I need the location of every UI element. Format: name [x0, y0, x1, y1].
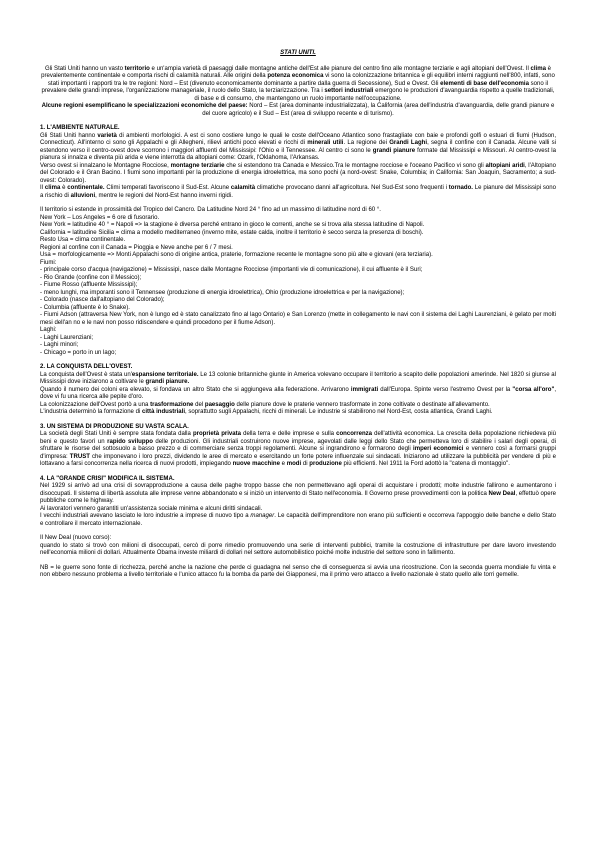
paragraph [40, 483, 556, 506]
paragraph [40, 245, 556, 253]
paragraph [40, 215, 556, 223]
text-run: Climi temperati favoriscono il Sud-Est. Alcune [104, 185, 231, 191]
text-run: , soprattutto sugli Appalachi, ricchi di minerali. Le industrie si stabilirono nel Nord-Est, costa atlantica, Grandi Laghi. [185, 409, 493, 415]
bold-text: montagne terziarie [170, 162, 225, 169]
text-run: che imponevano i loro prezzi, dividendo le aree di mercato e esercitando un forte potere influenzale sui sindacati. Iniziarono ad utilizzare la pubblicità per vendere di più e lottavano a farsi concorrenza nella ricerca di nuovi prodotti, impiegando [40, 453, 556, 467]
text-run: Nel 1929 si arrivò ad una crisi di sovrapproduzione a causa delle paghe troppo basse che non permettevano agli operai di acquistare i prodotti; molte industrie fallirono e aumentarono i disoccupati. Il sistema di libertà assoluta alle imprese venne abbandonato e si iniziò un intervento di Stato nell'economia. Il Governo prese provvedimenti con la politica [40, 483, 556, 497]
paragraph [40, 327, 556, 335]
text-run: , l'Altopiano del Colorado e il Gran Bacino. I fiumi sono importanti per la produzione di energia idroelettrica, ma sono pochi (a nord-ovest: Snake, Columbia; in California: San Joaquin, Sacramento; a sud-ovest: Colorado). [40, 162, 557, 184]
bold-text: potenza economica [267, 73, 324, 79]
bold-text: paesaggio [204, 401, 235, 408]
text-run: vi sono la colonizzazione britannica e gli equilibri interni raggiunti nell'800, infatti, sono stati importanti i rapporti tra le tre regioni: Nord – Est (divenuto economicamente dominante a partire dalla guerra di Secessione), Sud e Ovest. Gli [47, 73, 555, 87]
bold-text: città industriali [142, 409, 186, 415]
bold-text: calamità [230, 185, 256, 191]
text-run: , dove vi fu una ricerca alle pepite d'oro. [40, 386, 557, 400]
paragraph [40, 185, 556, 200]
text-run: è [60, 185, 68, 191]
paragraph [40, 163, 556, 186]
bold-text: TRUST [69, 453, 90, 460]
bold-text: imperi economici [413, 446, 464, 452]
text-run: quando lo stato si trovò con milioni di disoccupati, cercò di porre rimedio promuovendo una serie di interventi pubblici, tramite la costruzione di infrastrutture per dare lavoro investendo nell'economia milioni di dollari. Attualmente Obama investe miliardi di dollari nel settore automobilistico poiché molte industrie del settore sono in fallimento. [40, 542, 556, 556]
text-run: Laghi: [40, 327, 57, 333]
text-run: e vennero così a formarsi gruppi d'impresa: [40, 446, 556, 460]
page-title: STATI UNITI. [280, 50, 316, 56]
text-run: Gli Stati Uniti hanno [40, 132, 98, 139]
text-run: La colonizzazione dell'Ovest portò a una [40, 401, 151, 408]
intro-paragraph [40, 66, 556, 104]
text-run: Il [40, 185, 45, 191]
text-run: del [193, 401, 205, 408]
section-heading: 1. L'AMBIENTE NATURALE. [40, 125, 120, 131]
paragraph [40, 282, 556, 290]
text-run: Resto Usa = clima continentale. [40, 237, 126, 243]
text-run: - Rio Grande (confine con il Messico); [40, 274, 142, 281]
paragraph [40, 207, 556, 215]
section-heading: 2. LA CONQUISTA DELL'OVEST. [40, 364, 133, 370]
paragraph [40, 409, 556, 417]
paragraph [40, 513, 556, 528]
text-run: - meno lunghi, ma imporanti sono il Tennensee (produzione di energia idroelettrica), Ohio (produzione idroelettrica e per la navigazione); [40, 289, 405, 296]
paragraph [40, 535, 556, 543]
paragraph [40, 222, 556, 230]
text-run: Verso ovest si innalzano le Montagne Rocciose, [40, 162, 171, 169]
bold-text: proprietà privata [192, 431, 242, 437]
paragraph [40, 275, 556, 283]
bold-text: settori industriali [324, 88, 374, 94]
section-heading: 4. LA "GRANDE CRISI" MODIFICA IL SISTEMA. [40, 475, 175, 482]
text-run: - Laghi Laurenziani; [40, 334, 94, 341]
section-heading: 3. UN SISTEMA DI PRODUZIONE SU VASTA SCALA. [40, 423, 189, 430]
text-run: I vecchi industriali avevano lasciato le loro industrie a imprese di nuovo tipo a [40, 513, 251, 519]
bold-text: rapido sviluppo [107, 438, 153, 445]
bold-text: clima [44, 185, 61, 191]
text-run: , mentre le regioni del Nord-Est hanno inverni rigidi. [95, 192, 233, 199]
paragraph [40, 133, 556, 163]
bold-text: modi [286, 461, 302, 467]
text-run: delle pianure dove le praterie vennero trasformate in zone coltivate o destinate all'allevamento. [234, 401, 490, 408]
text-run: della terra e delle imprese e sulla [241, 431, 337, 437]
bold-text: espansione territoriale. [131, 371, 199, 378]
bold-text: elementi di base dell'economia [440, 80, 529, 87]
text-run: . Le capacità dell'imprenditore non erano più sufficienti e occorreva l'appoggio delle banche e dello Stato e controllare il mercato internazionale. [40, 513, 556, 527]
text-run: dell'attività economica. La crescita della popolazione richiedeva più beni e questo favorì un [40, 431, 556, 445]
text-run: che si estendono tra Canada e Messico.Tra le montagne rocciose e l'oceano Pacifico vi sono gli [224, 162, 486, 169]
text-run: NB = le guerre sono fonte di ricchezza, perché anche la nazione che perde ci guadagna nel senso che di conseguenza si avvia una ricostruzione. Con la seconda guerra mondiale fu vinta e non ebbero nessuno problema a livello territoriale e l'unico attacco fu la bomba da parte dei Giapponesi, ma il primo vero attacco a livello nazionale è stato quello alle torri gemelle. [40, 564, 556, 578]
text-run: - Columbia (affluente è lo Snake). [40, 304, 130, 311]
bold-text: minerali utili [307, 140, 344, 146]
text-run: Le 13 colonie britanniche giunte in America volevano occupare il territorio a scapito delle popolazioni amerinde. Nel 1820 si giunse al Mississipi dove iniziarono a coltivare le [40, 371, 556, 385]
section-spacer [40, 469, 556, 476]
paragraph [40, 335, 556, 343]
text-run: più efficienti. Nel 1911 la Ford adottò la "catena di montaggio". [341, 461, 510, 467]
text-run: e [280, 461, 287, 467]
bold-text: continentale. [67, 185, 105, 191]
text-run: - Chicago = porto in un lago; [40, 349, 117, 356]
text-run: New York – Los Angeles = 6 ore di fusorario. [40, 214, 160, 221]
section-spacer [40, 118, 556, 125]
paragraph [40, 230, 556, 238]
text-run: e un'ampia varietà di paesaggi dalle montagne antiche dell'Est alle pianure del centro fino alle montagne terziarie e agli altopiani dell'Ovest. Il [149, 65, 531, 72]
text-run: Gli Stati Uniti hanno un vasto [44, 65, 125, 72]
text-run: - Laghi minori; [40, 342, 79, 348]
paragraph [40, 543, 556, 558]
intro-block [40, 66, 556, 119]
text-run: - Fiume Rosso (affluente Mississipi); [40, 282, 138, 288]
sections-container [40, 118, 556, 580]
bold-text: grandi pianure. [145, 379, 190, 385]
section-spacer [40, 417, 556, 424]
text-run: - principale corso d'acqua (navigazione) = Mississipi, nasce dalle Montagne Rocciose (importanti vie di comunicazione), il cui affluente è il Suri; [40, 267, 423, 273]
text-run: - Colorado (nasce dall'altopiano del Colorado); [40, 297, 165, 303]
paragraph [40, 372, 556, 387]
text-run: La società degli Stati Uniti è sempre stata fondata dalla [40, 431, 193, 437]
bold-text: Alcune regioni esemplificano le specializzazioni economiche del paese: [41, 103, 248, 109]
paragraph [40, 342, 556, 350]
text-run: dall'Europa. Spinte verso l'estremo Ovest per la [378, 386, 513, 393]
bold-text: territorio [124, 65, 150, 72]
text-run: L'industria determinò la formazione di [40, 409, 142, 415]
text-run: La conquista dell'Ovest è stata un' [40, 371, 132, 378]
paragraph [40, 387, 556, 402]
bold-text: alluvioni [70, 192, 96, 199]
bold-text: immigrati [350, 386, 379, 393]
paragraph [40, 290, 556, 298]
document-page [40, 50, 556, 580]
text-run: Il New Deal (nuovo corso): [40, 535, 112, 541]
paragraph [40, 565, 556, 580]
paragraph [40, 350, 556, 358]
paragraph-gap [40, 200, 556, 207]
bold-text: "corsa all'oro" [512, 386, 555, 393]
paragraph [40, 312, 556, 327]
paragraph [40, 402, 556, 410]
intro-paragraph [40, 103, 556, 118]
text-run: formate dal Mississipi e Missouri. Al centro-ovest la pianura si innalza e diventa più arida e viene interrotta da altopiani come: Ozark, l'Oklahoma, l'Arkansas. [40, 147, 557, 161]
bold-text: trasformazione [150, 401, 194, 408]
text-run: Quando il numero dei coloni era elevato, si fondava un altro Stato che si aggiungeva alla federazione. Arrivarono [40, 386, 351, 393]
section-spacer [40, 357, 556, 364]
paragraph [40, 267, 556, 275]
text-run: di ambienti morfologici. A est ci sono costiere lungo le quali le coste dell'Oceano Atlantico sono frastagliate con baie e profondi golfi o estuari di fiumi (Hudson, Connecticut). All'interno ci sono gli Appalachi e gli Allegheni, rilievi antichi poco elevati e ricchi di [40, 132, 556, 146]
text-run: Il territorio si estende in prossimità del Tropico del Cancro. Da Latitudine Nord 24 ° fino ad un massimo di latitudine nord di 60 °. [40, 207, 381, 213]
paragraph [40, 260, 556, 268]
text-run: - Fiumi Adson (attraversa New York, non è lungo ed è stato canalizzato fino al lago Ontario) e San Lorenzo (mette in collegamento le navi con il sistema dei Laghi Laurenziani, è gelato per molti mesi dell'an no e le navi non posso ridiscendere e quindi procedono per il fiume Adson). [40, 312, 556, 326]
text-run: è prevalentemente continentale e comporta rischi di calamità naturali. Alle origini della [41, 65, 551, 79]
bold-text: Grandi Laghi [389, 140, 428, 146]
paragraph [40, 297, 556, 305]
bold-text: varietà [97, 132, 117, 139]
text-run: . La regione dei [343, 140, 390, 146]
text-run: Le pianure del Mississipi sono a rischio di [40, 185, 556, 199]
bold-text: altopiani aridi [485, 162, 525, 169]
text-run: Fiumi: [40, 259, 57, 266]
text-run: delle produzioni. Gli industriali costruirono nuove imprese, agevolati dalle leggi dello Stato che permetteva loro di stabilire i salari degli operai, di sfruttare le risorse del sottosuolo a basso prezzo e di commerciare senza troppi regolamenti. Alcune si ingrandirono e formarono degli [40, 438, 556, 452]
text-run: Nord – Est (area dominante industrializzata), la California (area dell'industria d'avanguardia, delle grandi pianure e del cuore agricolo) e il Sud – Est (area di sviluppo recente e di turismo). [202, 103, 555, 117]
text-run: New York = latitudine 40 ° = Napoli => la stagione è diversa perché entrano in gioco le correnti, anche se si trova alla stessa latitudine di Napoli. [40, 222, 425, 228]
paragraph [40, 252, 556, 260]
bold-text: produzione [309, 461, 342, 467]
italic-text: manager [250, 513, 275, 519]
text-run: California = latitudine Sicilia = clima a modello mediterraneo (inverno mite, estate calda, inoltre il territorio è secco senza la presenza di boschi). [40, 229, 424, 236]
bold-text: tornado. [448, 185, 473, 191]
bold-text: nuove macchine [232, 461, 280, 467]
text-run: climatiche provocano danni all'agricoltura. Nel Sud-Est sono frequenti i [255, 185, 449, 191]
bold-text: grandi pianure [372, 147, 416, 154]
bold-text: clima [530, 65, 546, 72]
text-run: sono il prevalere delle grandi imprese, l'organizzazione manageriale, il ruolo dello Stato, la terziarizzazione. Tra i [41, 80, 549, 94]
paragraph [40, 506, 556, 514]
paragraph [40, 237, 556, 245]
paragraph-gap [40, 528, 556, 535]
text-run: , effettuò opere pubbliche come le highway. [40, 490, 557, 504]
text-run: Usa = morfologicamente => Monti Appalachi sono di origine antica, praterie, formazione recente le montagne sono più alte e giovani (era terziaria). [40, 252, 433, 258]
paragraph [40, 431, 556, 469]
text-run: di [301, 461, 310, 467]
text-run: Ai lavoratori vennero garantiti un'assistenza sociale minima e alcuni diritti sindacali. [40, 505, 263, 512]
text-run: emergono le produzioni d'avanguardia rispetto a quelle tradizionali, di base e di consumo, che mantengono un ruolo importante nell'occupazione. [194, 88, 555, 102]
paragraph-gap [40, 558, 556, 565]
paragraph [40, 305, 556, 313]
bold-text: New Deal [488, 490, 516, 497]
bold-text: concorrenza [336, 431, 373, 437]
text-run: , segna il confine con il Canada. Alcune valli si estendono verso il centro-ovest dove scorrono i maggiori affluenti del Mississipi: l'Ohio e il Tennessee. Al centro ci sono le [40, 140, 557, 154]
text-run: Regioni al confine con il Canada = Pioggia e Neve anche per 6 / 7 mesi. [40, 244, 233, 251]
